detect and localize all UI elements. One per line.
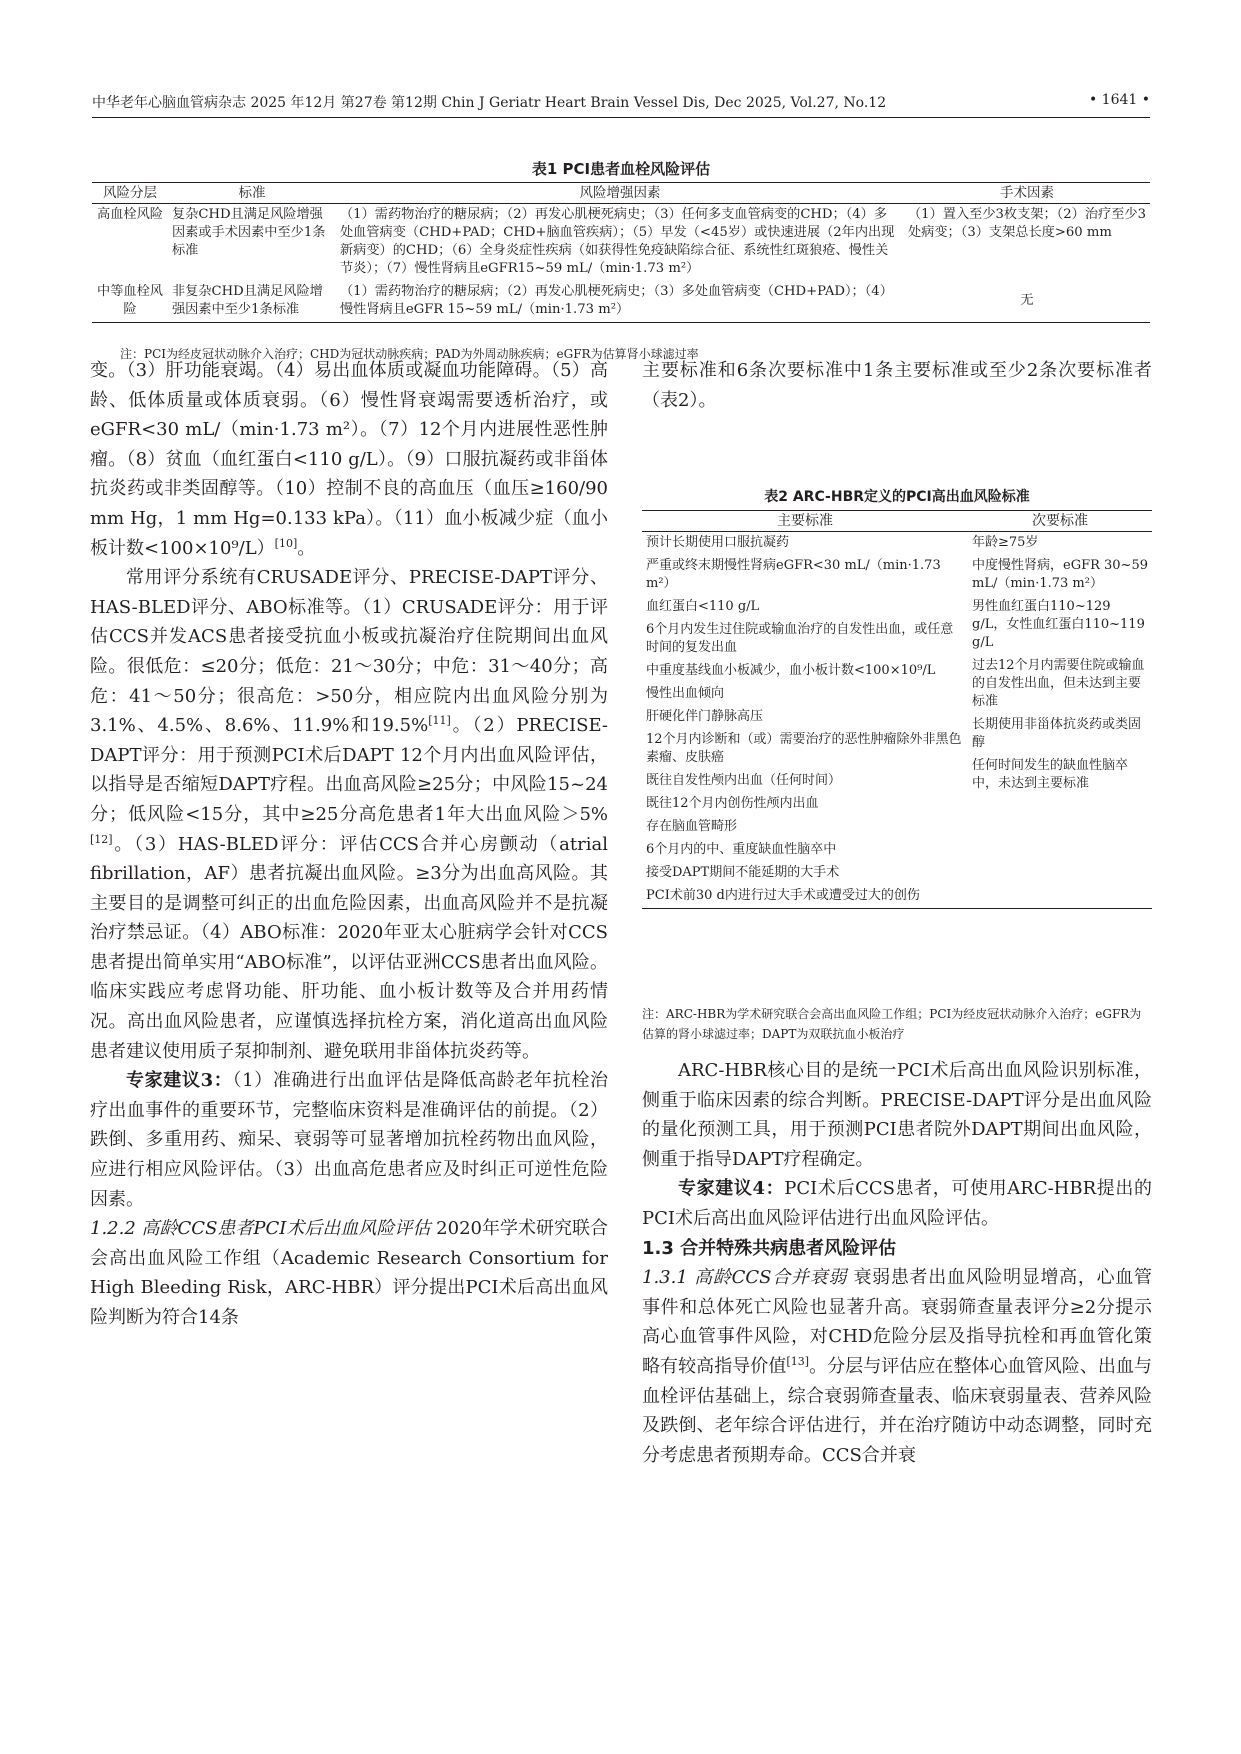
- text-run: PCI术后CCS患者，可使用ARC-HBR提出的PCI术后高出血风险评估进行出血风险评估。: [642, 1178, 1152, 1229]
- list-item: 预计长期使用口服抗凝药: [646, 535, 790, 550]
- paragraph: 主要标准和6条次要标准中1条主要标准或至少2条次要标准者（表2）。: [642, 360, 1152, 411]
- list-item: 肝硬化伴门静脉高压: [646, 709, 764, 724]
- list-item: 严重或终末期慢性肾病eGFR<30 mL/（min·1.73 m²）: [646, 558, 941, 591]
- paragraph: [90, 563, 608, 1066]
- table1-header-cell: 标准: [168, 183, 336, 204]
- list-item: 血红蛋白<110 g/L: [646, 599, 760, 614]
- text-run: 2020年学术研究联合会高出血风险工作组（Academic Research Consortium for High Bleeding Risk，ARC-HBR）评分提出PCI术后高出血风险判断为符合14条: [90, 1218, 609, 1328]
- paragraph: [90, 1066, 608, 1214]
- list-item: 长期使用非甾体抗炎药或类固醇: [972, 717, 1142, 750]
- table2-note: 注：ARC-HBR为学术研究联合会高出血风险工作组；PCI为经皮冠状动脉介入治疗；eGFR为估算的肾小球滤过率；DAPT为双联抗血小板治疗: [642, 1007, 1142, 1041]
- text-run: 。: [297, 537, 316, 559]
- table2-header-cell: 主要标准: [642, 511, 968, 532]
- text-run: 变。（3）肝功能衰竭。（4）易出血体质或凝血功能障碍。（5）高龄、低体质量或体质衰弱。（6）慢性肾衰竭需要透析治疗，或eGFR<30 mL/（min·1.73 m²）。（7）12个月内进展性恶性肿瘤。（8）贫血（血红蛋白<110 g/L）。（9）口服抗凝药或非甾体抗炎药或非类固醇等。（10）控制不良的高血压（血压≥160/90 mm Hg，1 mm Hg=0.133 kPa）。（11）血小板减少症（血小板计数<100×10⁹/L）: [90, 360, 608, 559]
- table-row: [92, 281, 1150, 323]
- list-item: PCI术前30 d内进行过大手术或遭受过大的创伤: [646, 888, 920, 903]
- citation-ref: [12]: [90, 832, 113, 846]
- subsection-heading: 1.3.1 高龄CCS合并衰弱: [642, 1267, 848, 1289]
- criteria-cell: 复杂CHD且满足风险增强因素或手术因素中至少1条标准: [172, 207, 326, 258]
- risk-level-cell: 中等血栓风险: [92, 281, 168, 323]
- journal-citation: 中华老年心脑血管病杂志 2025 年12月 第27卷 第12期 Chin J Geriatr Heart Brain Vessel Dis, Dec 2025, Vol.27, No.12: [92, 95, 887, 111]
- paragraph: [90, 1214, 608, 1332]
- paragraph: [642, 1263, 1152, 1470]
- list-item: 存在脑血管畸形: [646, 819, 738, 834]
- page-number: • 1641 •: [1088, 92, 1150, 108]
- text-run: （1）准确进行出血评估是降低高龄老年抗栓治疗出血事件的重要环节，完整临床资料是准确评估的前提。（2）跌倒、多重用药、痴呆、衰弱等可显著增加抗栓药物出血风险，应进行相应风险评估。（3）出血高危患者应及时纠正可逆性危险因素。: [90, 1070, 608, 1210]
- table1-header-cell: 风险分层: [92, 183, 168, 204]
- text-run: 。（2）PRECISE-DAPT评分：用于预测PCI术后DAPT 12个月内出血风险评估，以指导是否缩短DAPT疗程。出血高风险≥25分；中风险15~24分；低风险<15分，其中≥25分高危患者1年大出血风险＞5%: [90, 715, 608, 825]
- table-row: [642, 532, 1152, 909]
- list-item: 慢性出血倾向: [646, 686, 725, 701]
- risk-level-cell: 高血栓风险: [97, 207, 163, 222]
- subsection-heading: 1.2.2 高龄CCS患者PCI术后出血风险评估: [90, 1218, 431, 1240]
- list-item: 既往自发性颅内出血（任何时间）: [646, 773, 842, 788]
- citation-ref: [11]: [428, 714, 451, 728]
- list-item: 12个月内诊断和（或）需要治疗的恶性肿瘤除外非黑色素瘤、皮肤癌: [646, 732, 962, 765]
- text-run: 。分层与评估应在整体心血管风险、出血与血栓评估基础上，综合衰弱筛查量表、临床衰弱量表、营养风险及跌倒、老年综合评估进行，并在治疗随访中动态调整，同时充分考虑患者预期寿命。CCS合并衰: [642, 1355, 1153, 1466]
- left-column: [90, 356, 608, 1333]
- table-row: [92, 204, 1150, 282]
- list-item: 6个月内的中、重度缺血性脑卒中: [646, 842, 837, 857]
- text-run: 常用评分系统有CRUSADE评分、PRECISE-DAPT评分、HAS-BLED评分、ABO标准等。（1）CRUSADE评分：用于评估CCS并发ACS患者接受抗血小板或抗凝治疗住院期间出血风险。很低危：≤20分；低危：21～30分；中危：31～40分；高危：41～50分；很高危：>50分，相应院内出血风险分别为3.1%、4.5%、8.6%、11.9%和19.5%: [90, 567, 608, 737]
- text-run: 。（3）HAS-BLED评分：评估CCS合并心房颤动（atrial fibrillation，AF）患者抗凝出血风险。≥3分为出血高风险。其主要目的是调整可纠正的出血危险因素，出血高风险并不是抗凝治疗禁忌证。（4）ABO标准：2020年亚太心脏病学会针对CCS患者提出简单实用“ABO标准”，以评估亚洲CCS患者出血风险。临床实践应考虑肾功能、肝功能、血小板计数等及合并用药情况。高出血风险患者，应谨慎选择抗栓方案，消化道高出血风险患者建议使用质子泵抑制剂、避免联用非甾体抗炎药等。: [90, 833, 608, 1062]
- table1-header-row: [92, 183, 1150, 204]
- expert-advice-label: 专家建议3：: [126, 1070, 233, 1092]
- list-item: 年龄≥75岁: [972, 535, 1039, 550]
- table1-header-cell: 手术因素: [904, 183, 1150, 204]
- table2-header-cell: 次要标准: [968, 511, 1152, 532]
- expert-advice-label: 专家建议4：: [678, 1178, 785, 1200]
- factors-cell: （1）需药物治疗的糖尿病；（2）再发心肌梗死病史；（3）任何多支血管病变的CHD；（4）多处血管病变（CHD+PAD；CHD+脑血管疾病）；（5）早发（<45岁）或快速进展（2年内出现新病变）的CHD；（6）全身炎症性疾病（如获得性免疫缺陷综合征、系统性红斑狼疮、慢性关节炎）；（7）慢性肾病且eGFR15~59 mL/（min·1.73 m²）: [340, 207, 895, 276]
- header-rule: [92, 117, 1150, 118]
- list-item: 男性血红蛋白110~129 g/L，女性血红蛋白110~119 g/L: [972, 599, 1145, 650]
- surgery-cell: （1）置入至少3枚支架；（2）治疗至少3处病变；（3）支架总长度>60 mm: [908, 207, 1146, 240]
- list-item: 既往12个月内创伤性颅内出血: [646, 796, 819, 811]
- factors-cell: （1）需药物治疗的糖尿病；（2）再发心肌梗死病史；（3）多处血管病变（CHD+PAD）；（4）慢性肾病且eGFR 15~59 mL/（min·1.73 m²）: [336, 281, 904, 323]
- table1-note: 注：PCI为经皮冠状动脉介入治疗；CHD为冠状动脉疾病；PAD为外周动脉疾病；eGFR为估算肾小球滤过率: [120, 347, 699, 361]
- paragraph: ARC-HBR核心目的是统一PCI术后高出血风险识别标准，侧重于临床因素的综合判断。PRECISE-DAPT评分是出血风险的量化预测工具，用于预测PCI患者院外DAPT期间出血风险，侧重于指导DAPT疗程确定。: [642, 1060, 1152, 1170]
- running-header: [92, 86, 1150, 116]
- list-item: 中重度基线血小板减少，血小板计数<100×10⁹/L: [646, 663, 936, 678]
- list-item: 过去12个月内需要住院或输血的自发性出血，但未达到主要标准: [972, 658, 1145, 709]
- citation-ref: [13]: [786, 1354, 810, 1368]
- paragraph: [642, 1174, 1152, 1233]
- table1: [92, 182, 1150, 323]
- minor-criteria-cell: [968, 532, 1152, 909]
- list-item: 任何时间发生的缺血性脑卒中，未达到主要标准: [972, 758, 1129, 791]
- surgery-cell: 无: [904, 281, 1150, 323]
- criteria-cell: 非复杂CHD且满足风险增强因素中至少1条标准: [168, 281, 336, 323]
- table1-header-cell: 风险增强因素: [336, 183, 904, 204]
- text-run: 衰弱患者出血风险明显增高，心血管事件和总体死亡风险也显著升高。衰弱筛查量表评分≥2分提示高心血管事件风险，对CHD危险分层及指导抗栓和再血管化策略有较高指导价值: [642, 1267, 1152, 1377]
- list-item: 接受DAPT期间不能延期的大手术: [646, 865, 840, 880]
- citation-ref: [10]: [274, 536, 298, 550]
- right-column-top: [642, 356, 1152, 415]
- section-heading: 1.3 合并特殊共病患者风险评估: [642, 1237, 897, 1259]
- table2: [642, 510, 1152, 909]
- table2-caption: 表2 ARC-HBR定义的PCI高出血风险标准: [764, 489, 1030, 505]
- right-column-bottom: [642, 1056, 1152, 1470]
- paragraph: [90, 356, 608, 563]
- major-criteria-cell: [642, 532, 968, 909]
- table2-header-row: [642, 511, 1152, 532]
- table1-caption: 表1 PCI患者血栓风险评估: [531, 160, 711, 178]
- list-item: 中度慢性肾病，eGFR 30~59 mL/（min·1.73 m²）: [972, 558, 1148, 591]
- list-item: 6个月内发生过住院或输血治疗的自发性出血，或任意时间的复发出血: [646, 622, 954, 655]
